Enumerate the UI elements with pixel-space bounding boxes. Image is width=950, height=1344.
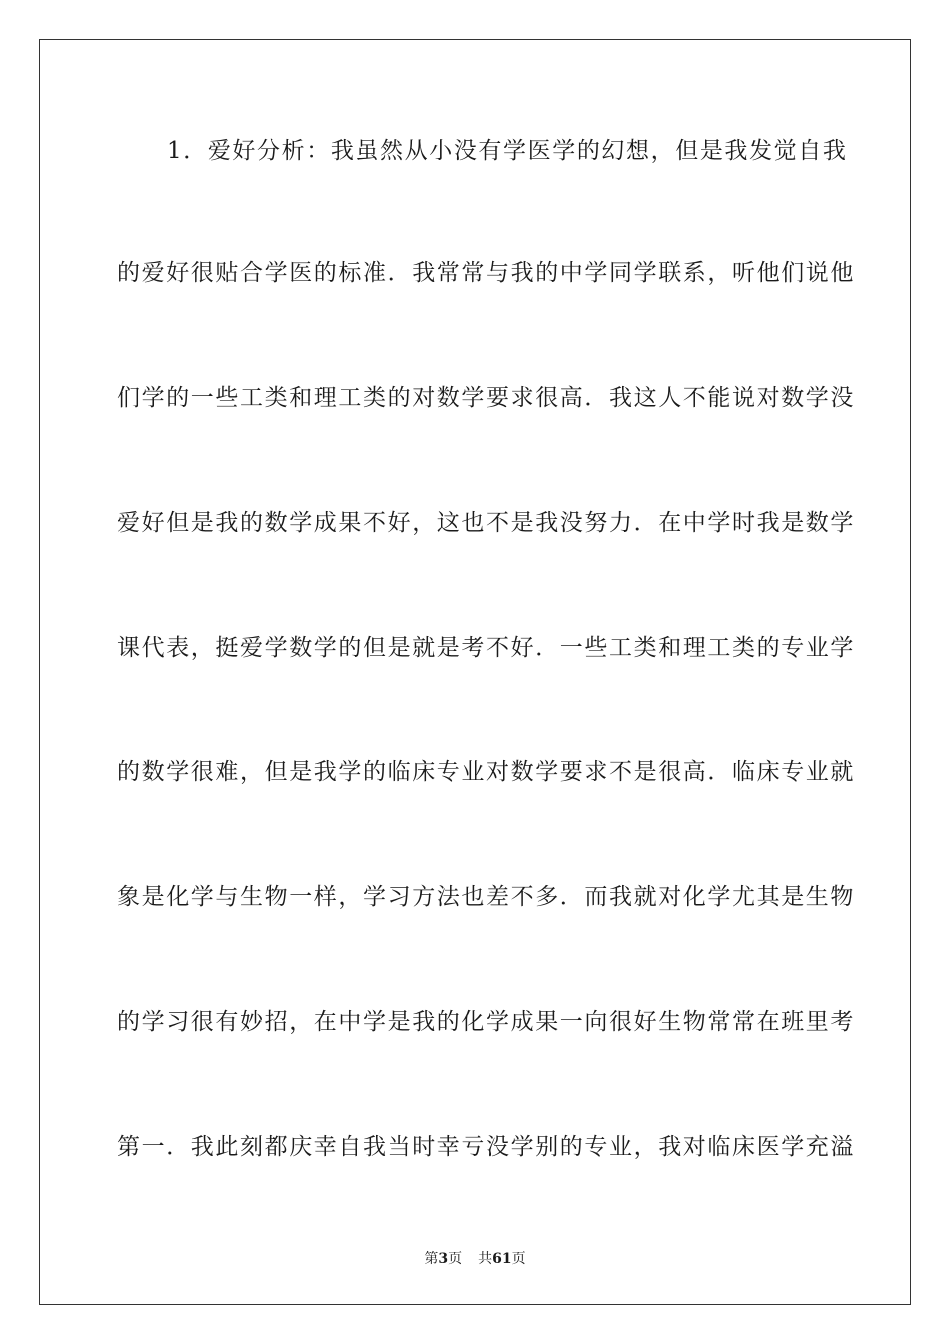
paragraph-line-5: 课代表，挺爱学数学的但是就是考不好．一些工类和理工类的专业学 (117, 635, 855, 661)
total-prefix: 共 (478, 1251, 493, 1267)
paragraph-line-6: 的数学很难，但是我学的临床专业对数学要求不是很高．临床专业就 (117, 759, 855, 785)
paragraph-line-4: 爱好但是我的数学成果不好，这也不是我没努力．在中学时我是数学 (117, 510, 855, 536)
page-number: 3 (438, 1251, 449, 1267)
paragraph-line-8: 的学习很有妙招，在中学是我的化学成果一向很好生物常常在班里考 (117, 1009, 855, 1035)
paragraph-line-3: 们学的一些工类和理工类的对数学要求很高．我这人不能说对数学没 (117, 385, 855, 411)
page-prefix: 第 (424, 1251, 439, 1267)
paragraph-line-7: 象是化学与生物一样，学习方法也差不多．而我就对化学尤其是生物 (117, 884, 855, 910)
total-pages: 61 (492, 1251, 512, 1267)
page-border (39, 39, 911, 1305)
total-suffix: 页 (511, 1251, 526, 1267)
paragraph-line-2: 的爱好很贴合学医的标准．我常常与我的中学同学联系，听他们说他 (117, 260, 855, 286)
page-footer (0, 1250, 950, 1268)
paragraph-line-9: 第一．我此刻都庆幸自我当时幸亏没学别的专业，我对临床医学充溢 (117, 1134, 855, 1160)
page-suffix: 页 (448, 1251, 463, 1267)
paragraph-line-1: 1．爱好分析：我虽然从小没有学医学的幻想，但是我发觉自我 (167, 138, 848, 164)
